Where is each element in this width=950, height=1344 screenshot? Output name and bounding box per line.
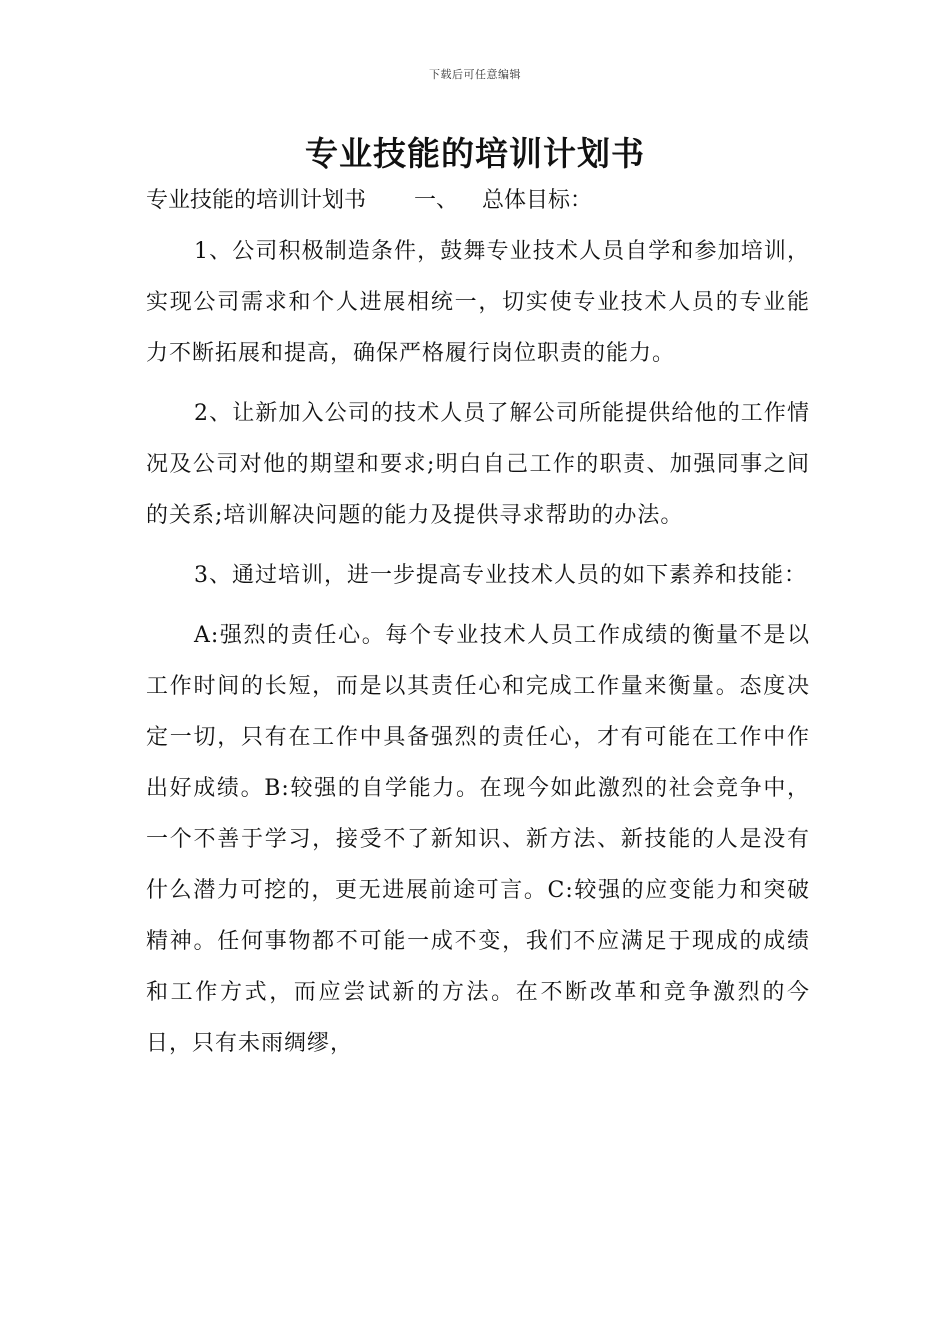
section-title: 总体目标： bbox=[482, 188, 593, 213]
paragraph-3: 3、通过培训，进一步提高专业技术人员的如下素养和技能： bbox=[194, 563, 807, 588]
header-note: 下载后可任意编辑 bbox=[429, 68, 521, 81]
paragraph-1: 1、公司积极制造条件，鼓舞专业技术人员自学和参加培训，实现公司需求和个人进展相统一，切实使专业技术人员的专业能力不断拓展和提高，确保严格履行岗位职责的能力。 bbox=[146, 239, 810, 366]
intro-line bbox=[146, 186, 826, 216]
section-number: 一、 bbox=[414, 188, 459, 213]
document-body bbox=[146, 226, 810, 1078]
intro-label: 专业技能的培训计划书 bbox=[146, 188, 367, 213]
paragraph-2: 2、让新加入公司的技术人员了解公司所能提供给他的工作情况及公司对他的期望和要求;明白自己工作的职责、加强同事之间的关系;培训解决问题的能力及提供寻求帮助的办法。 bbox=[146, 401, 810, 528]
paragraph-4: A:强烈的责任心。每个专业技术人员工作成绩的衡量不是以工作时间的长短，而是以其责任心和完成工作量来衡量。态度决定一切，只有在工作中具备强烈的责任心，才有可能在工作中作出好成绩。B:较强的自学能力。在现今如此激烈的社会竞争中，一个不善于学习，接受不了新知识、新方法、新技能的人是没有什么潜力可挖的，更无进展前途可言。C:较强的应变能力和突破精神。任何事物都不可能一成不变，我们不应满足于现成的成绩和工作方式，而应尝试新的方法。在不断改革和竞争激烈的今日，只有未雨绸缪， bbox=[146, 623, 810, 1056]
document-title: 专业技能的培训计划书 bbox=[305, 134, 645, 173]
